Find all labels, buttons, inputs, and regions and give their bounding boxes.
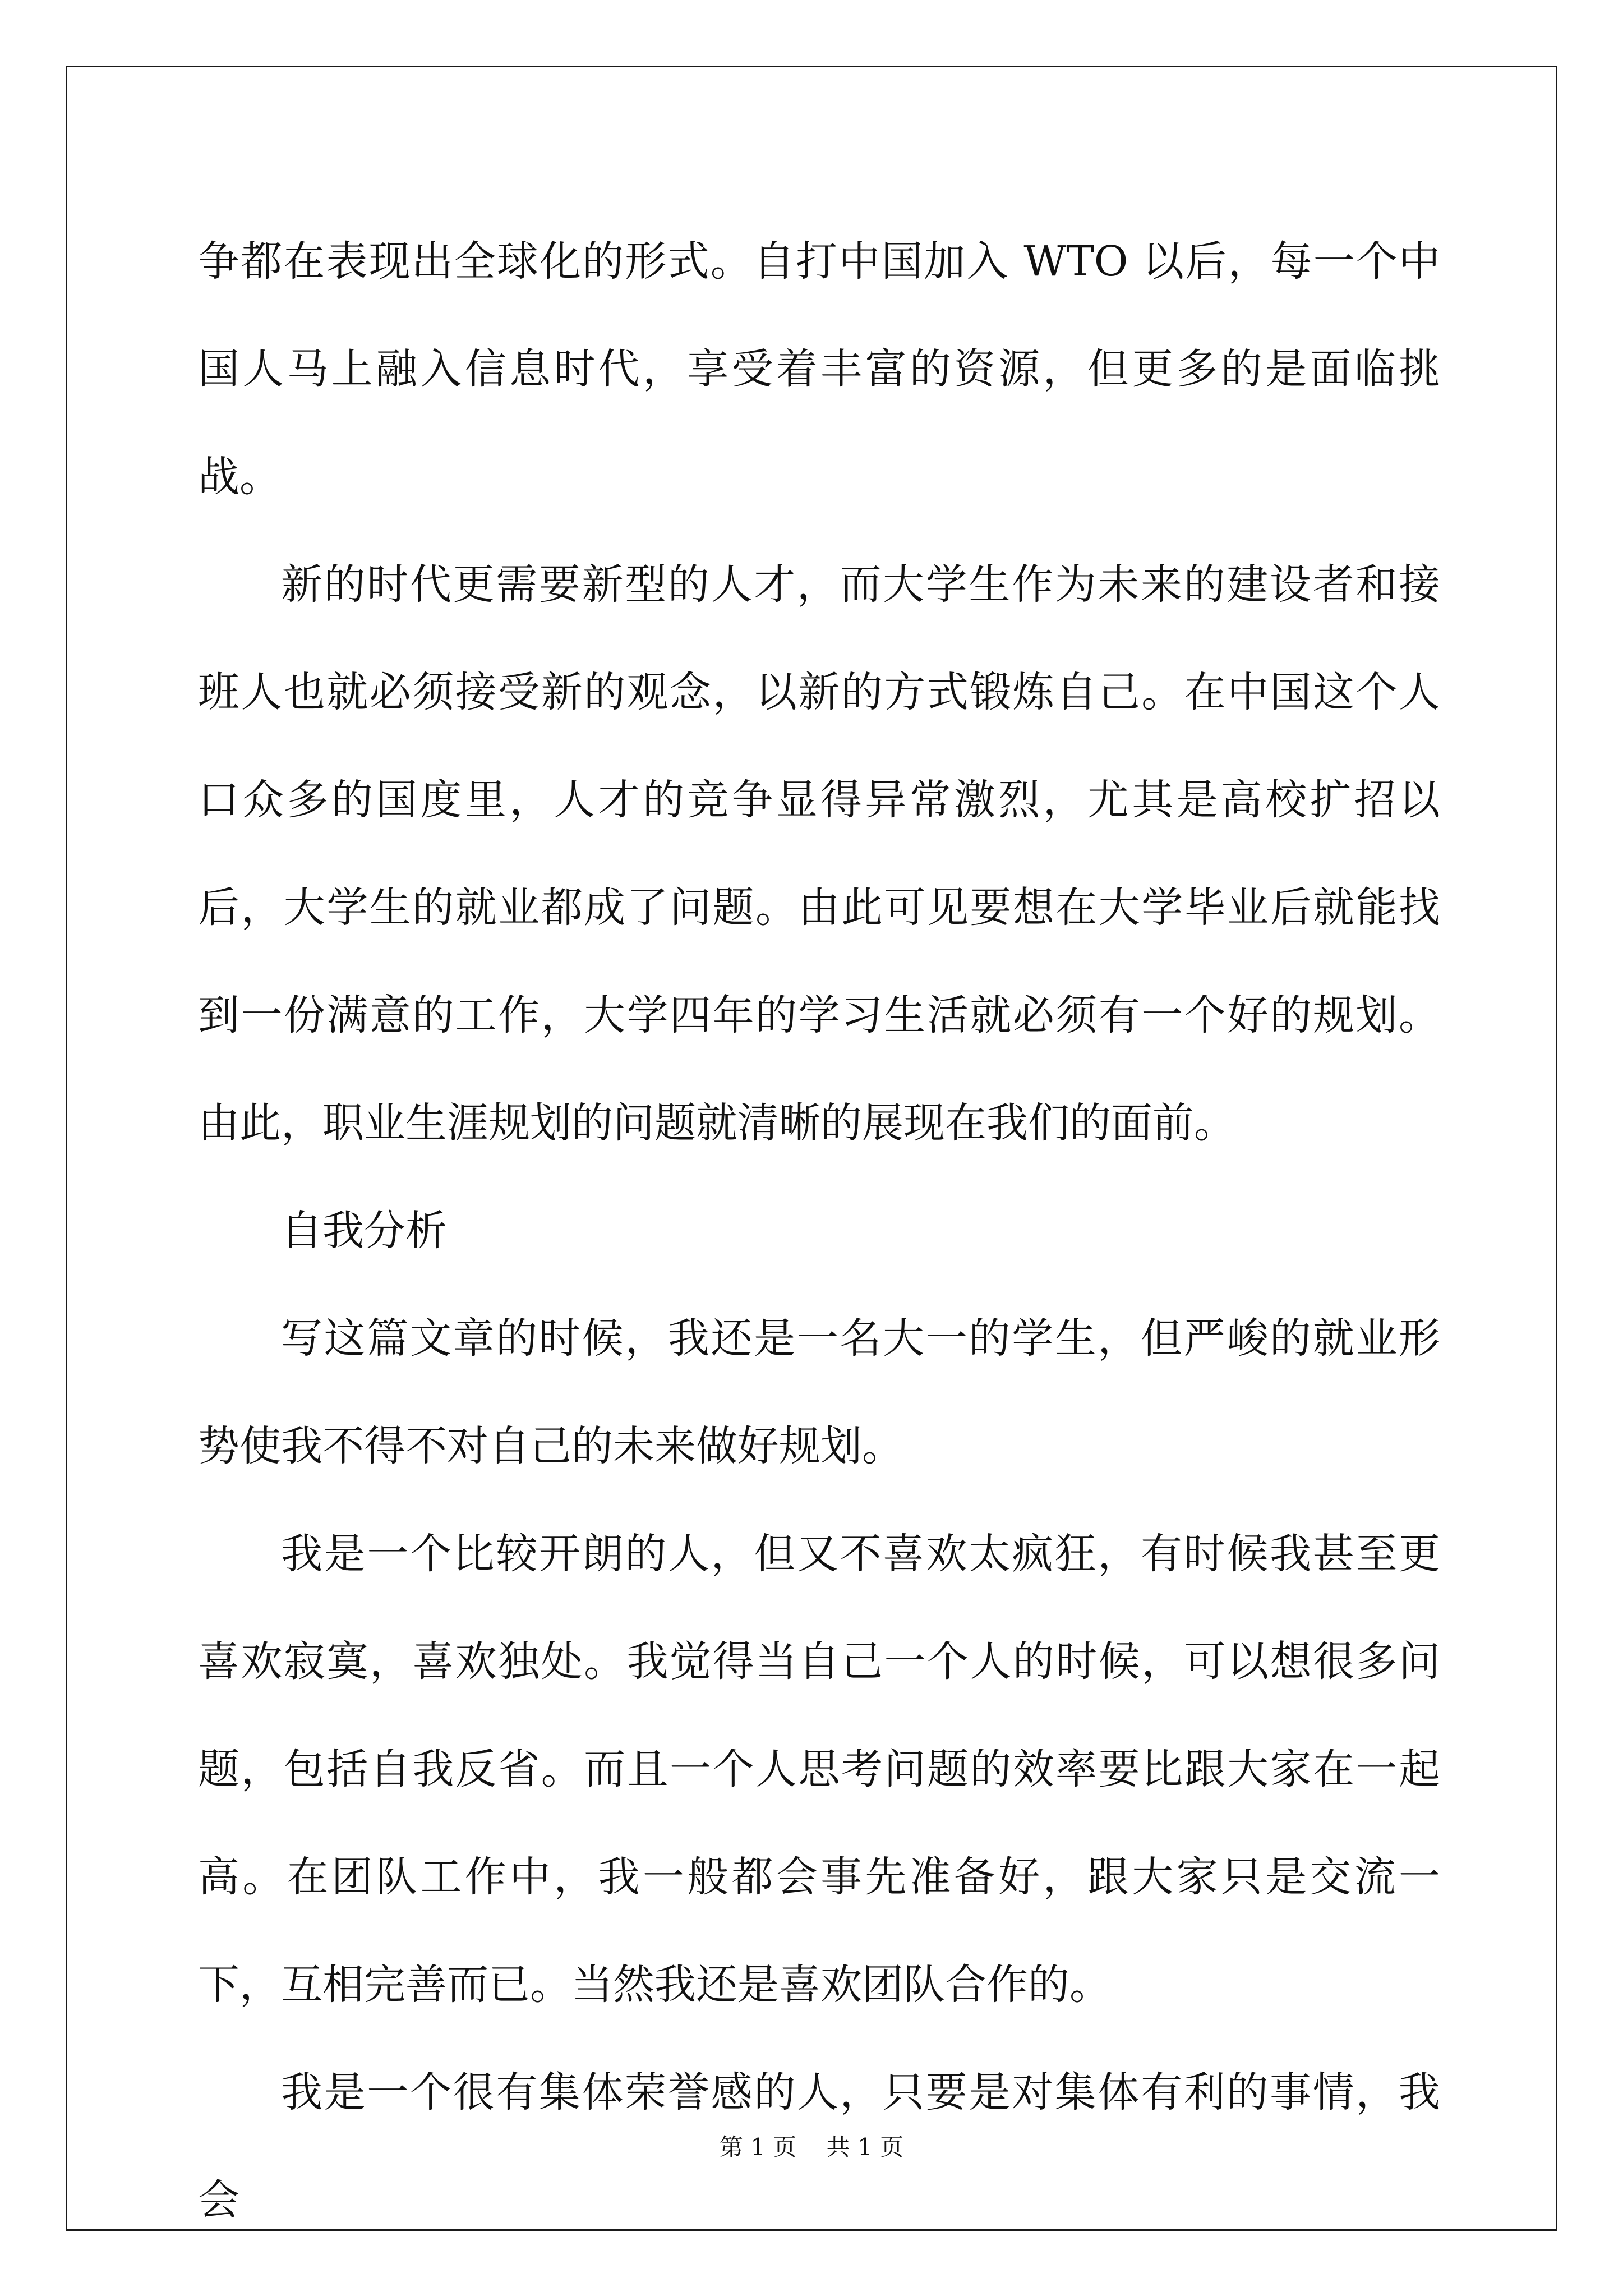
document-body [198,208,1440,2254]
paragraph-5: 我是一个很有集体荣誉感的人，只要是对集体有利的事情，我会 [198,2068,1440,2224]
section-heading-self-analysis: 自我分析 [281,1207,447,1255]
paragraph-3: 写这篇文章的时候，我还是一名大一的学生，但严峻的就业形势使我不得不对自己的未来做好规划。 [198,1314,1440,1470]
page-number: 第 1 页 [719,2133,797,2161]
paragraph-2: 新的时代更需要新型的人才，而大学生作为未来的建设者和接班人也就必须接受新的观念，以新的方式锻炼自己。在中国这个人口众多的国度里，人才的竞争显得异常激烈，尤其是高校扩招以后，大学生的就业都成了问题。由此可见要想在大学毕业后就能找到一份满意的工作，大学四年的学习生活就必须有一个好的规划。由此，职业生涯规划的问题就清晰的展现在我们的面前。 [198,560,1440,1147]
paragraph-1: 争都在表现出全球化的形式。自打中国加入 WTO 以后，每一个中国人马上融入信息时代，享受着丰富的资源，但更多的是面临挑战。 [198,237,1440,501]
page-footer [0,2129,1623,2162]
page-total: 共 1 页 [826,2133,904,2161]
paragraph-4: 我是一个比较开朗的人，但又不喜欢太疯狂，有时候我甚至更喜欢寂寞，喜欢独处。我觉得当自己一个人的时候，可以想很多问题，包括自我反省。而且一个人思考问题的效率要比跟大家在一起高。在团队工作中，我一般都会事先准备好，跟大家只是交流一下，互相完善而已。当然我还是喜欢团队合作的。 [198,1530,1440,2009]
